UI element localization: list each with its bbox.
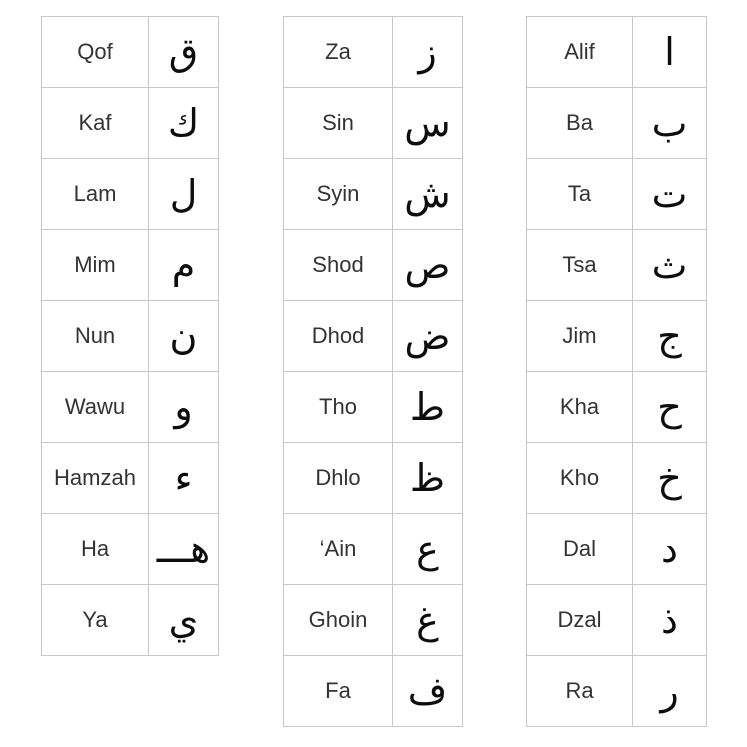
letter-name: Dhod [284,301,393,372]
letter-glyph: هـــ [149,514,219,585]
letter-name: Dal [527,514,633,585]
letter-table-right [526,16,707,727]
table-row [527,372,707,443]
letter-name: Kha [527,372,633,443]
letter-name: Hamzah [42,443,149,514]
letter-table-left-body [42,17,219,656]
table-row [284,514,463,585]
table-row [42,17,219,88]
letter-name: Ya [42,585,149,656]
letter-glyph: ز [393,17,463,88]
table-row [527,443,707,514]
table-row [42,159,219,230]
letter-glyph: ك [149,88,219,159]
letter-name: Mim [42,230,149,301]
letter-glyph: ح [633,372,707,443]
letter-name: Tho [284,372,393,443]
letter-name: Ta [527,159,633,230]
letter-name: Shod [284,230,393,301]
letter-name: Za [284,17,393,88]
letter-glyph: ث [633,230,707,301]
letter-glyph: ن [149,301,219,372]
table-row [284,372,463,443]
letter-glyph: ر [633,656,707,727]
letter-name: Tsa [527,230,633,301]
letter-glyph: ض [393,301,463,372]
letter-name: Dzal [527,585,633,656]
letter-glyph: ب [633,88,707,159]
table-row [527,230,707,301]
letter-glyph: د [633,514,707,585]
letter-name: Ghoin [284,585,393,656]
letter-name: Dhlo [284,443,393,514]
letter-table-right-body [527,17,707,727]
letter-name: Wawu [42,372,149,443]
letter-name: Ha [42,514,149,585]
letter-name: Nun [42,301,149,372]
letter-name: Syin [284,159,393,230]
table-row [42,372,219,443]
table-row [42,585,219,656]
table-row [284,88,463,159]
letter-name: Sin [284,88,393,159]
letter-glyph: و [149,372,219,443]
letter-name: Fa [284,656,393,727]
letter-glyph: ج [633,301,707,372]
letter-glyph: ذ [633,585,707,656]
table-row [284,656,463,727]
letter-name: Kaf [42,88,149,159]
letter-glyph: ل [149,159,219,230]
letter-table-left [41,16,219,656]
letter-glyph: ت [633,159,707,230]
table-row [42,88,219,159]
letter-glyph: ش [393,159,463,230]
letter-glyph: ء [149,443,219,514]
letter-name: Ba [527,88,633,159]
letter-glyph: ص [393,230,463,301]
table-row [527,159,707,230]
letter-name: ‘Ain [284,514,393,585]
letter-table-middle [283,16,463,727]
letter-name: Kho [527,443,633,514]
letter-glyph: غ [393,585,463,656]
table-row [527,585,707,656]
letter-table-middle-body [284,17,463,727]
table-row [284,159,463,230]
letter-glyph: ي [149,585,219,656]
table-row [527,301,707,372]
table-row [284,230,463,301]
letter-glyph: ف [393,656,463,727]
letter-name: Lam [42,159,149,230]
letter-name: Alif [527,17,633,88]
letter-name: Qof [42,17,149,88]
letter-glyph: ق [149,17,219,88]
table-row [527,656,707,727]
table-row [527,17,707,88]
table-row [527,88,707,159]
table-row [284,17,463,88]
letter-name: Jim [527,301,633,372]
table-row [42,301,219,372]
letter-glyph: س [393,88,463,159]
table-row [527,514,707,585]
letter-glyph: خ [633,443,707,514]
table-row [284,301,463,372]
table-row [42,443,219,514]
letter-glyph: م [149,230,219,301]
letter-glyph: ط [393,372,463,443]
letter-glyph: ا [633,17,707,88]
letter-glyph: ع [393,514,463,585]
letter-name: Ra [527,656,633,727]
table-row [284,585,463,656]
table-row [42,514,219,585]
letter-glyph: ظ [393,443,463,514]
table-row [42,230,219,301]
table-row [284,443,463,514]
